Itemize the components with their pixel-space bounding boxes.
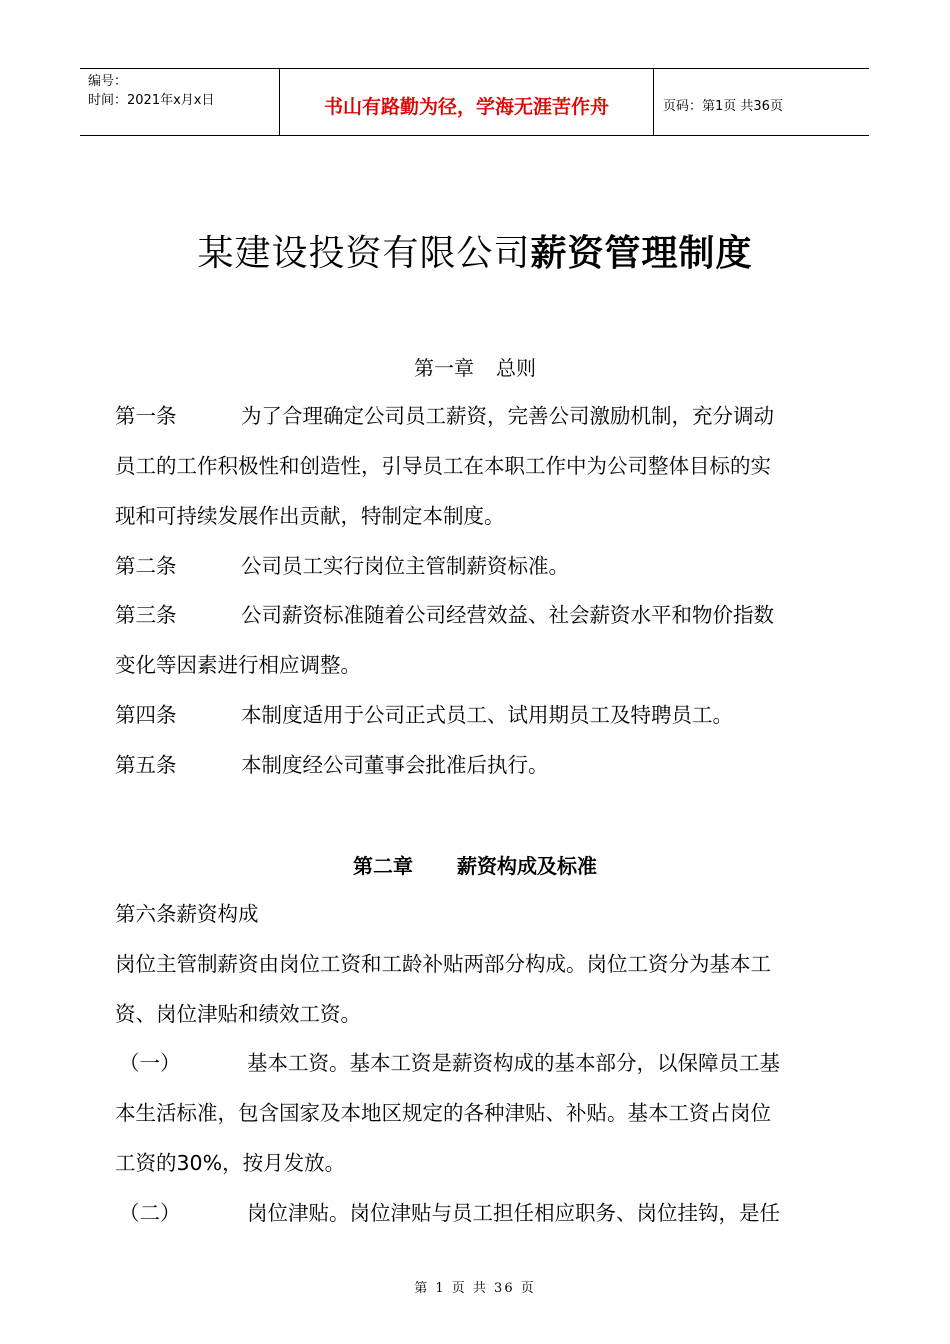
item-1-label: （一） [119,1051,181,1075]
article-1-text: 为了合理确定公司员工薪资，完善公司激励机制，充分调动 [241,404,774,428]
header-meta [80,69,280,135]
header-motto: 书山有路勤为径，学海无涯苦作舟 [280,69,654,135]
chapter-1-number: 第一章 [414,356,474,380]
chapter-2-name: 薪资构成及标准 [457,854,597,878]
article-1 [115,402,774,430]
article-3-text: 公司薪资标准随着公司经营效益、社会薪资水平和物价指数 [241,603,774,627]
article-3-line-2: 变化等因素进行相应调整。 [115,653,361,677]
article-2 [115,552,569,580]
article-4-text: 本制度适用于公司正式员工、试用期员工及特聘员工。 [241,703,733,727]
article-6-heading: 第六条薪资构成 [115,902,259,926]
article-4-label: 第四条 [115,703,177,727]
item-1-line-2: 本生活标准，包含国家及本地区规定的各种津贴、补贴。基本工资占岗位 [115,1101,771,1125]
article-1-line-3: 现和可持续发展作出贡献，特制定本制度。 [115,504,505,528]
article-6-paragraph-line-1: 岗位主管制薪资由岗位工资和工龄补贴两部分构成。岗位工资分为基本工 [115,952,771,976]
article-2-label: 第二条 [115,554,177,578]
article-5-label: 第五条 [115,753,177,777]
item-1-line-3: 工资的30%，按月发放。 [115,1151,346,1175]
article-3 [115,601,774,629]
article-6-paragraph-line-2: 资、岗位津贴和绩效工资。 [115,1002,361,1026]
document-number-label: 编号： [88,74,128,89]
item-1-text: 基本工资。基本工资是薪资构成的基本部分，以保障员工基 [247,1051,780,1075]
item-2-label: （二） [119,1201,181,1225]
title-subject: 薪资管理制度 [530,233,753,274]
chapter-1-heading [0,352,950,381]
article-1-line-2: 员工的工作积极性和创造性，引导员工在本职工作中为公司整体目标的实 [115,454,771,478]
item-2 [119,1199,780,1227]
document-time: 时间：2021年x月x日 [88,93,215,108]
page-footer: 第 1 页 共 36 页 [414,1281,536,1296]
chapter-1-name: 总则 [496,356,536,380]
article-1-label: 第一条 [115,404,177,428]
article-5-text: 本制度经公司董事会批准后执行。 [241,753,549,777]
article-3-label: 第三条 [115,603,177,627]
chapter-2-heading [0,850,950,879]
item-2-text: 岗位津贴。岗位津贴与员工担任相应职务、岗位挂钩，是任 [247,1201,780,1225]
header-page-info: 页码：第1页 共36页 [663,98,783,114]
item-1 [119,1049,780,1077]
article-2-text: 公司员工实行岗位主管制薪资标准。 [241,554,569,578]
page-header [80,68,869,136]
title-company: 某建设投资有限公司 [197,233,531,274]
article-4 [115,701,733,729]
article-5 [115,751,549,779]
chapter-2-number: 第二章 [353,854,413,878]
document-title [0,230,950,278]
